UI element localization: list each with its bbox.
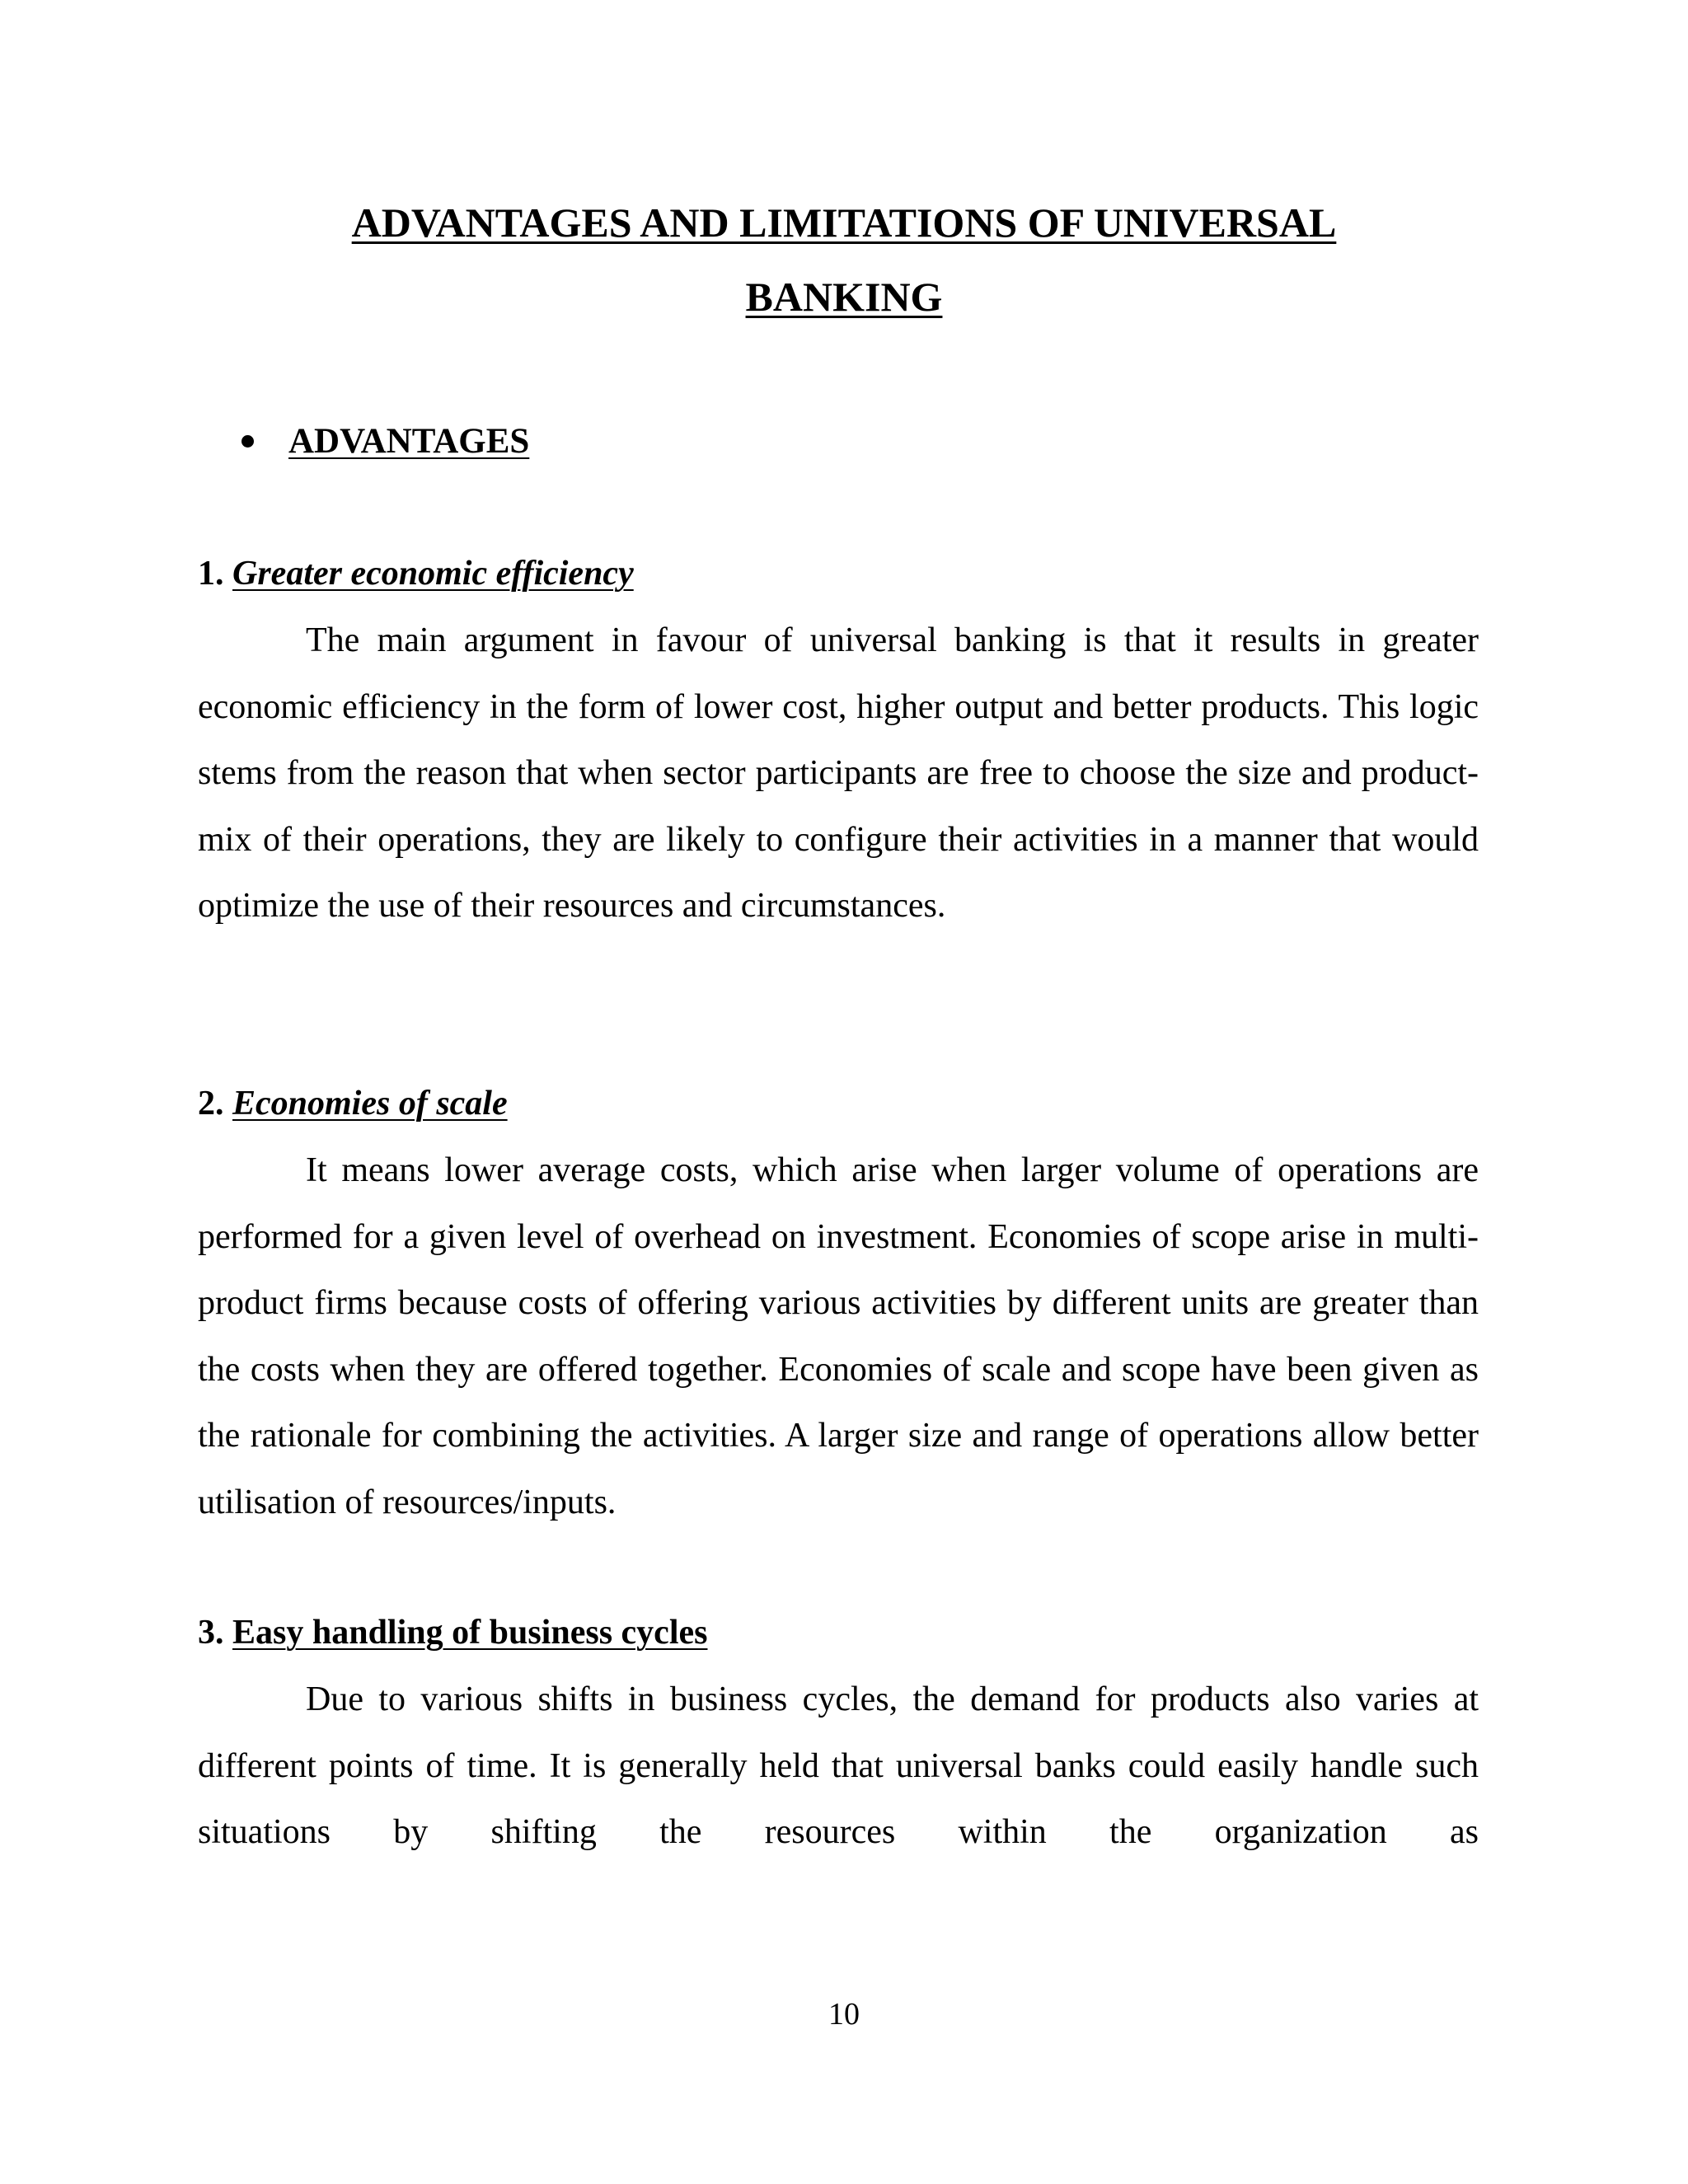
page-title-line-2 <box>0 272 1688 321</box>
item-title-2: Economies of scale <box>232 1085 508 1122</box>
item-number-2: 2. <box>198 1085 224 1122</box>
item-title-3: Easy handling of business cycles <box>232 1614 708 1652</box>
item-paragraph-1 <box>198 607 1479 940</box>
item-body-2: It means lower average costs, which arise when larger volume of operations are performed for a given level of overhead on investment. Economies of scope arise in multi-product firms because costs of offering various activities by different units are greater than the costs when they are offered together. Economies of scale and scope have been given as the rationale for combining the activities. A larger size and range of operations allow better utilisation of resources/inputs. <box>198 1151 1479 1521</box>
page-title-line-1 <box>0 198 1688 247</box>
section-heading-advantages <box>241 417 529 466</box>
item-paragraph-3 <box>198 1666 1479 1866</box>
item-heading-2 <box>198 1079 508 1128</box>
page-title-text-1: ADVANTAGES AND LIMITATIONS OF UNIVERSAL <box>351 199 1337 246</box>
item-number-1: 1. <box>198 555 224 593</box>
item-body-3: Due to various shifts in business cycles, the demand for products also varies at different points of time. It is generally held that universal banks could easily handle such situations by shifting the resources within the organization as <box>198 1680 1479 1851</box>
page-number: 10 <box>828 1997 860 2032</box>
item-heading-1 <box>198 549 634 598</box>
section-label: ADVANTAGES <box>288 422 530 461</box>
item-heading-3 <box>198 1608 707 1657</box>
item-body-1: The main argument in favour of universal banking is that it results in greater economic efficiency in the form of lower cost, higher output and better products. This logic stems from the reason that when sector participants are free to choose the size and product-mix of their operations, they are likely to configure their activities in a manner that would optimize the use of their resources and circumstances. <box>198 621 1479 925</box>
page-title-text-2: BANKING <box>745 274 943 320</box>
item-paragraph-2 <box>198 1137 1479 1535</box>
item-number-3: 3. <box>198 1614 224 1652</box>
item-title-1: Greater economic efficiency <box>232 555 634 593</box>
bullet-icon <box>241 435 254 448</box>
